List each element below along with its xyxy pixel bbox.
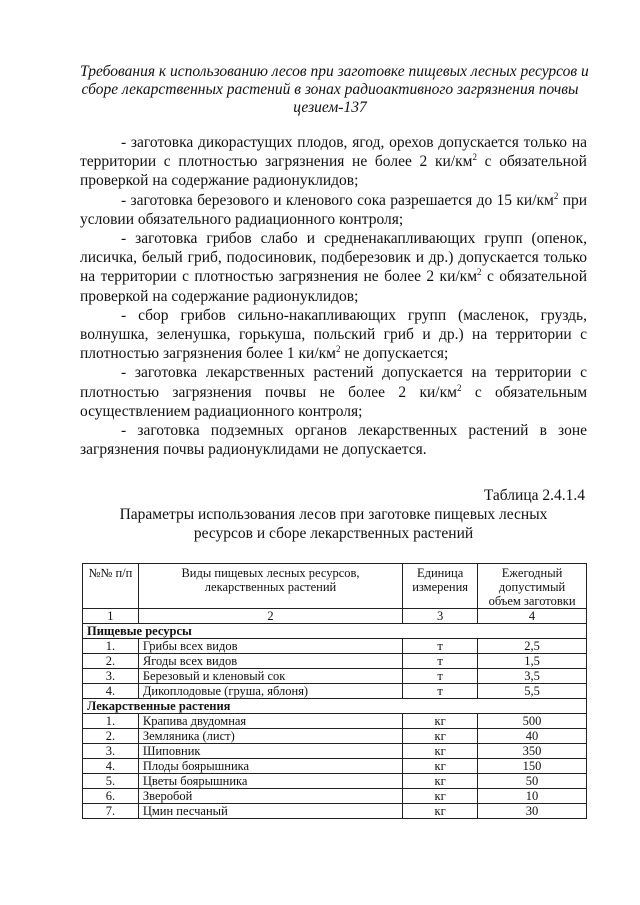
row-number: 3. (83, 669, 139, 684)
row-number: 2. (83, 654, 139, 669)
row-number: 3. (83, 744, 139, 759)
medicinal-rows (83, 714, 587, 819)
p3-line-4: проверкой на содержание радионуклидов; (80, 287, 359, 305)
row-number: 2. (83, 729, 139, 744)
document-heading (80, 63, 589, 117)
header-unit: Единица измерения (403, 564, 478, 609)
heading-line-1: Требования к использованию лесов при заготовке пищевых лесных ресурсов и (80, 63, 589, 80)
p1-line-1: - заготовка дикорастущих плодов, ягод, орехов допускается только на (121, 134, 587, 151)
resource-name: Цмин песчаный (138, 804, 402, 819)
volume-cell: 40 (478, 729, 587, 744)
resource-name: Грибы всех видов (138, 639, 402, 654)
unit-cell: кг (403, 714, 478, 729)
column-number: 2 (138, 609, 402, 624)
volume-cell: 10 (478, 789, 587, 804)
table-row (83, 744, 587, 759)
unit-cell: т (403, 654, 478, 669)
section-row-food (83, 624, 587, 639)
table-row (83, 729, 587, 744)
p1-line-2: территории с плотностью загрязнения не более 2 $ки/км^2$ с обязательной (80, 152, 587, 171)
resource-name: Березовый и кленовый сок (138, 669, 402, 684)
volume-cell: 2,5 (478, 639, 587, 654)
volume-cell: 150 (478, 759, 587, 774)
section-row-medicinal (83, 699, 587, 714)
resource-name: Ягоды всех видов (138, 654, 402, 669)
p6-line-2: загрязнения почвы радионуклидами не допускается. (80, 441, 427, 459)
unit-ci-per-km2: $ки/км^2$ (419, 382, 462, 401)
row-number: 4. (83, 684, 139, 699)
row-number: 7. (83, 804, 139, 819)
row-number: 1. (83, 639, 139, 654)
unit-cell: кг (403, 804, 478, 819)
table-title-line-2: ресурсов и сборе лекарственных растений (193, 525, 474, 542)
table-row (83, 714, 587, 729)
unit-cell: кг (403, 789, 478, 804)
heading-line-3: цезием-137 (293, 99, 367, 116)
p4-line-1: - сбор грибов сильно-накапливающих групп (масленок, груздь, (121, 306, 587, 324)
row-number: 4. (83, 759, 139, 774)
volume-cell: 5,5 (478, 684, 587, 699)
resources-table (82, 563, 587, 819)
unit-cell: кг (403, 744, 478, 759)
column-number-row (83, 609, 587, 624)
volume-cell: 350 (478, 744, 587, 759)
column-number: 3 (403, 609, 478, 624)
resource-name: Плоды боярышника (138, 759, 402, 774)
table-title (80, 505, 587, 543)
volume-cell: 1,5 (478, 654, 587, 669)
volume-cell: 3,5 (478, 669, 587, 684)
p2-line-2: условии обязательного радиационного контроля; (80, 210, 404, 228)
header-number: №№ п/п (83, 564, 139, 609)
table-row (83, 774, 587, 789)
volume-cell: 500 (478, 714, 587, 729)
unit-cell: кг (403, 729, 478, 744)
unit-cell: кг (403, 759, 478, 774)
heading-line-2: сборе лекарственных растений в зонах радиоактивного загрязнения почвы (81, 81, 579, 98)
table-header-row (83, 564, 587, 609)
p6-line-1: - заготовка подземных органов лекарственных растений в зоне (121, 422, 587, 440)
resource-name: Земляника (лист) (138, 729, 402, 744)
p5-line-1: - заготовка лекарственных растений допускается на территории с (121, 364, 587, 382)
row-number: 1. (83, 714, 139, 729)
resource-name: Крапива двудомная (138, 714, 402, 729)
p4-line-3: плотностью загрязнения более 1 $ки/км^2$ не допускается; (80, 344, 449, 363)
unit-cell: т (403, 639, 478, 654)
section-medicinal-plants: Лекарственные растения (83, 699, 587, 714)
table-row (83, 654, 587, 669)
header-annual-volume: Ежегодный допустимый объем заготовки (478, 564, 587, 609)
p3-line-1: - заготовка грибов слабо и средненакапливающих групп (опенок, (121, 230, 587, 248)
volume-cell: 50 (478, 774, 587, 789)
p3-line-2: лисичка, белый гриб, подосиновик, подберезовик и др.) допускается только (80, 249, 587, 267)
unit-cell: кг (403, 774, 478, 789)
p4-line-2: волнушка, зеленушка, горькуша, польский гриб и др.) на территории с (80, 326, 587, 344)
column-number: 1 (83, 609, 139, 624)
row-number: 6. (83, 789, 139, 804)
row-number: 5. (83, 774, 139, 789)
table-row (83, 684, 587, 699)
unit-ci-per-km2: $ки/км^2$ (434, 152, 477, 171)
header-resource-type: Виды пищевых лесных ресурсов, лекарственных растений (138, 564, 402, 609)
table-row (83, 669, 587, 684)
column-number: 4 (478, 609, 587, 624)
unit-cell: т (403, 684, 478, 699)
table-row (83, 804, 587, 819)
p5-line-2: плотностью загрязнения почвы не более 2 $ки/км^2$ с обязательным (80, 382, 587, 401)
resource-name: Зверобой (138, 789, 402, 804)
resource-name: Шиповник (138, 744, 402, 759)
resource-name: Цветы боярышника (138, 774, 402, 789)
p5-line-3: осуществлением радиационного контроля; (80, 402, 363, 420)
unit-ci-per-km2: $ки/км^2$ (516, 190, 559, 209)
p2-line-1: - заготовка березового и кленового сока разрешается до 15 $ки/км^2$ при (121, 190, 588, 209)
requirements-text (80, 133, 587, 459)
resource-name: Дикоплодовые (груша, яблоня) (138, 684, 402, 699)
table-row (83, 759, 587, 774)
table-number: Таблица 2.4.1.4 (483, 487, 585, 504)
unit-cell: т (403, 669, 478, 684)
volume-cell: 30 (478, 804, 587, 819)
table-title-line-1: Параметры использования лесов при заготовке пищевых лесных (119, 506, 548, 523)
unit-ci-per-km2: $ки/км^2$ (298, 344, 341, 363)
section-food-resources: Пищевые ресурсы (83, 624, 587, 639)
unit-ci-per-km2: $ки/км^2$ (439, 267, 482, 286)
p3-line-3: на территории с плотностью загрязнения не более 2 $ки/км^2$ с обязательной (80, 267, 587, 286)
p1-line-3: проверкой на содержание радионуклидов; (80, 172, 359, 190)
table-row (83, 789, 587, 804)
food-rows (83, 639, 587, 699)
table-row (83, 639, 587, 654)
